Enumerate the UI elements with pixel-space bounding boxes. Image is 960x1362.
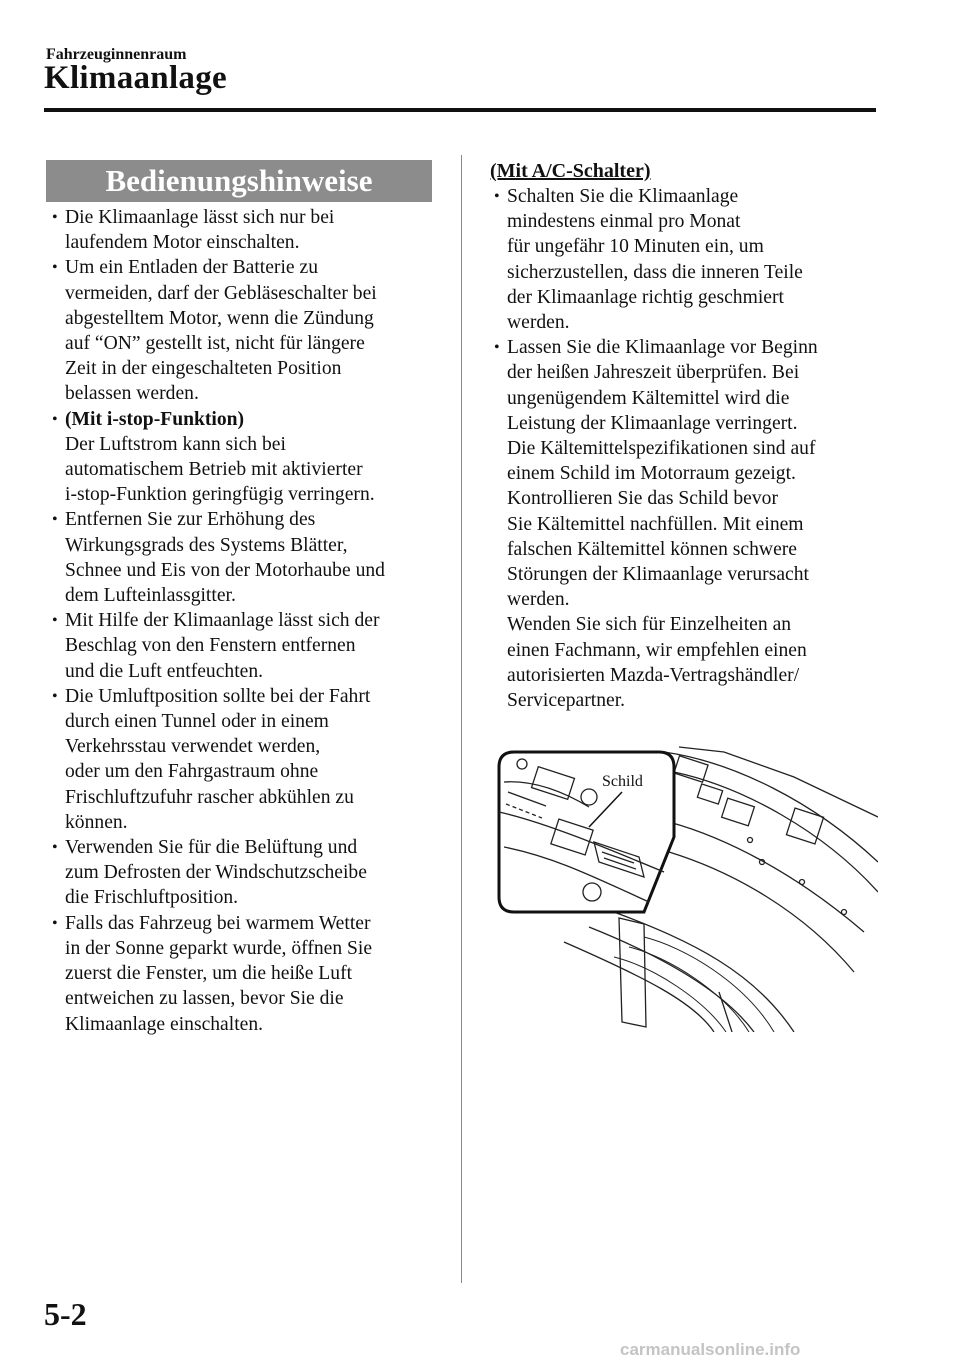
subheading: (Mit A/C-Schalter) [490,160,651,182]
list-item [50,911,440,1037]
list-item [50,255,440,406]
section-label: Fahrzeuginnenraum [46,46,187,63]
text-line: zum Defrosten der Windschutzscheibe [65,862,367,884]
text-line: i-stop-Funktion geringfügig verringern. [65,484,375,506]
text-line: falschen Kältemittel können schwere [507,538,797,560]
text-line: zuerst die Fenster, um die heiße Luft [65,963,353,985]
text-line: • Lassen Sie die Klimaanlage vor Beginn [507,337,818,359]
text-line: Die Kältemittelspezifikationen sind auf [507,438,816,460]
chapter-title: Klimaanlage [44,60,227,96]
text-line: oder um den Fahrgastraum ohne [65,761,319,783]
list-item [50,608,440,684]
text-line: Schnee und Eis von der Motorhaube und [65,559,385,581]
text-line: Servicepartner. [507,690,626,712]
right-column [492,184,882,713]
list-item [492,184,882,335]
text-line: werden. [507,312,570,334]
text-line: • Entfernen Sie zur Erhöhung des [65,509,316,531]
text-line: vermeiden, darf der Gebläseschalter bei [65,282,377,304]
text-line: Frischluftzufuhr rascher abkühlen zu [65,786,354,808]
list-item [50,684,440,835]
text-line: entweichen zu lassen, bevor Sie die [65,988,344,1010]
list-item [50,205,440,255]
text-line: einem Schild im Motorraum gezeigt. [507,463,796,485]
text-line: Kontrollieren Sie das Schild bevor [507,488,778,510]
page-number: 5-2 [44,1296,87,1332]
list-item [50,507,440,608]
list-item [50,835,440,911]
text-line: durch einen Tunnel oder in einem [65,711,329,733]
text-line: ungenügendem Kältemittel wird die [507,387,790,409]
text-line: Klimaanlage einschalten. [65,1013,264,1035]
text-line: Zeit in der eingeschalteten Position [65,358,342,380]
text-line: • Die Klimaanlage lässt sich nur bei [65,207,335,228]
text-line: Wirkungsgrads des Systems Blätter, [65,534,348,556]
text-line: Sie Kältemittel nachfüllen. Mit einem [507,513,804,535]
text-line: Wenden Sie sich für Einzelheiten an [507,614,792,636]
text-line: • Die Umluftposition sollte bei der Fahrt [65,685,371,707]
text-line: und die Luft entfeuchten. [65,660,264,682]
text-line: Beschlag von den Fenstern entfernen [65,635,356,657]
figure-label-schild: Schild [602,773,643,790]
text-line: auf “ON” gestellt ist, nicht für längere [65,333,365,355]
text-line: einen Fachmann, wir empfehlen einen [507,639,807,661]
watermark: carmanualsonline.info [620,1340,801,1359]
text-line: abgestelltem Motor, wenn die Zündung [65,307,374,329]
text-line: sicherzustellen, dass die inneren Teile [507,261,803,283]
text-line: • Falls das Fahrzeug bei warmem Wetter [65,912,371,934]
text-line: Leistung der Klimaanlage verringert. [507,412,798,434]
section-heading-banner: Bedienungshinweise [46,160,432,202]
text-line: • Um ein Entladen der Batterie zu [65,257,318,279]
text-line: mindestens einmal pro Monat [507,211,741,233]
condition-label: • (Mit i-stop-Funktion) [65,408,245,430]
left-bullet-list [50,205,440,1037]
text-line: belassen werden. [65,383,199,405]
text-line: der heißen Jahreszeit überprüfen. Bei [507,362,800,384]
text-line: die Frischluftposition. [65,887,239,909]
text-line: • Verwenden Sie für die Belüftung und [65,837,358,859]
text-line: der Klimaanlage richtig geschmiert [507,286,784,308]
text-line: automatischem Betrieb mit aktivierter [65,459,363,481]
text-line: Der Luftstrom kann sich bei [65,433,286,455]
engine-bay-illustration [494,742,878,1032]
list-item [50,407,440,508]
column-divider [461,155,462,1283]
text-line: in der Sonne geparkt wurde, öffnen Sie [65,937,373,959]
left-column [50,205,440,1037]
text-line: Verkehrsstau verwendet werden, [65,736,321,758]
text-line: • Mit Hilfe der Klimaanlage lässt sich der [65,610,380,632]
text-line: laufendem Motor einschalten. [65,232,300,254]
text-line: • Schalten Sie die Klimaanlage [507,186,739,207]
text-line: können. [65,811,128,833]
text-line: für ungefähr 10 Minuten ein, um [507,236,764,258]
header-rule [44,108,876,112]
text-line: Störungen der Klimaanlage verursacht [507,564,809,586]
text-line: dem Lufteinlassgitter. [65,585,236,607]
text-line: werden. [507,589,570,611]
text-line: autorisierten Mazda-Vertragshändler/ [507,664,800,686]
list-item [492,335,882,713]
right-bullet-list [492,184,882,713]
